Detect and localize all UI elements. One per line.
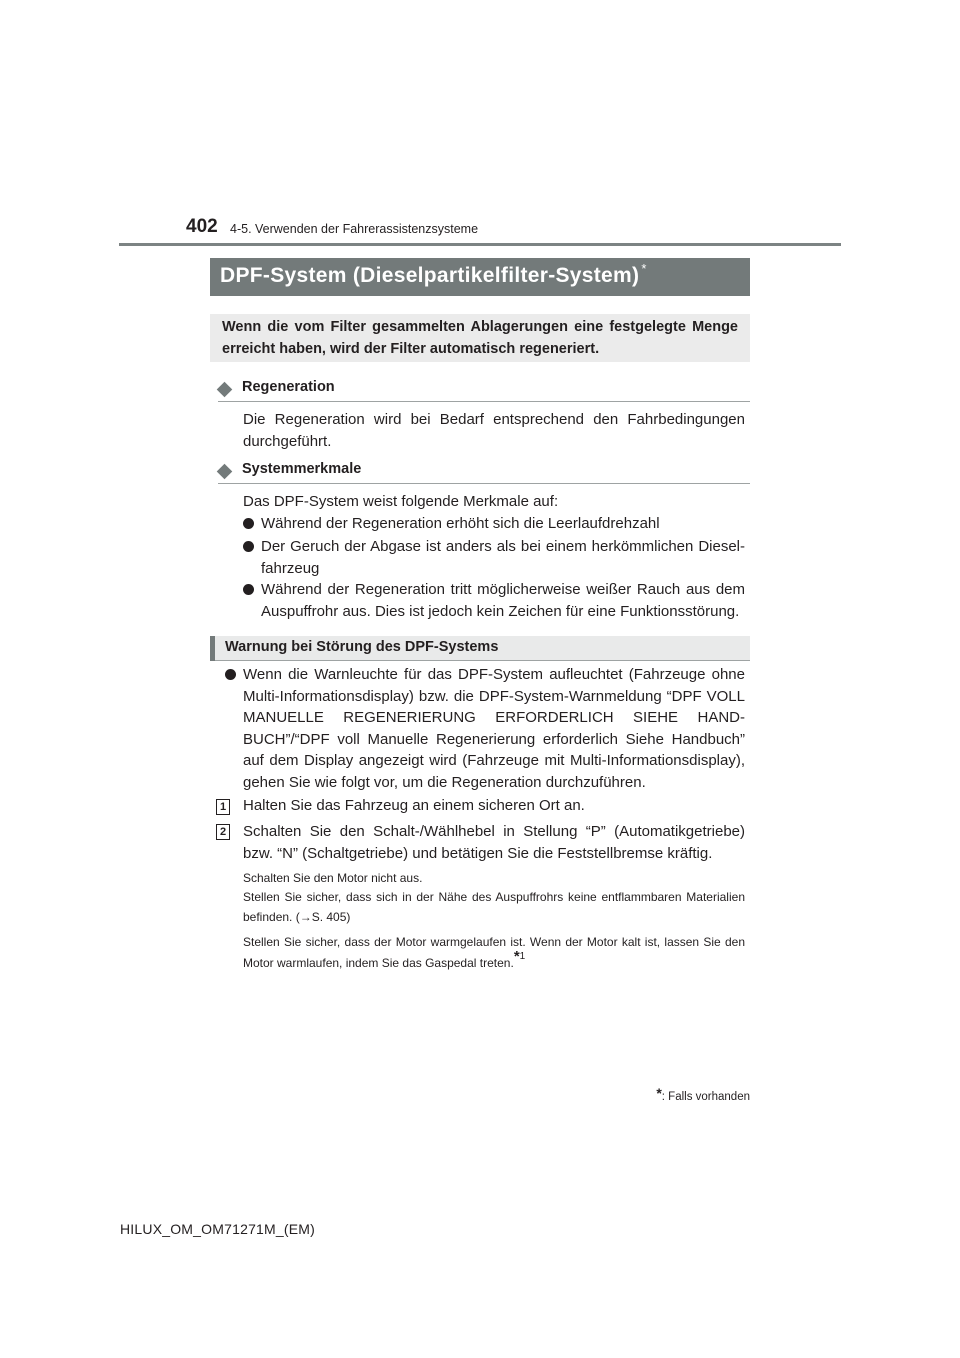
bullet-dot-icon [243, 518, 254, 529]
bullet-text: Der Geruch der Abgase ist anders als bei einem herkömmlichen Diesel-fahrzeug [261, 538, 745, 577]
list-item [243, 536, 745, 580]
bullet-dot-icon [243, 541, 254, 552]
regeneration-text: Die Regeneration wird bei Bedarf entsprechend den Fahrbedingungen durchgeführt. [243, 411, 745, 450]
step-text-1: Halten Sie das Fahrzeug an einem sicheren Ort an. [243, 797, 585, 814]
bullet-dot-icon [225, 669, 236, 680]
bullet-text: Während der Regeneration tritt möglicherweise weißer Rauch aus dem Auspuffrohr aus. Dies ist jedoch kein Zeichen für eine Funktionsstörung. [261, 581, 745, 620]
warning-accent [210, 636, 215, 661]
diamond-icon [217, 382, 233, 398]
bullet-dot-icon [243, 584, 254, 595]
step-badge-2: 2 [216, 824, 230, 840]
list-item [243, 513, 745, 535]
note-line [243, 933, 745, 974]
bullet-text: Während der Regeneration erhöht sich die Leerlaufdrehzahl [261, 515, 660, 532]
note-line: Stellen Sie sicher, dass sich in der Nähe des Auspuffrohrs keine entflammbaren Materialien befinden. (→S. 405) [243, 890, 745, 924]
warning-heading: Warnung bei Störung des DPF-Systems [225, 639, 499, 655]
title-bar [210, 258, 750, 296]
footnote-text: : Falls vorhanden [661, 1091, 750, 1103]
intro-text: Wenn die vom Filter gesammelten Ablagerungen eine festgelegte Menge erreicht haben, wird der Filter automatisch regeneriert. [222, 319, 738, 357]
document-id: HILUX_OM_OM71271M_(EM) [120, 1221, 316, 1237]
diamond-icon [217, 464, 233, 480]
note-text: Stellen Sie sicher, dass der Motor warmgelaufen ist. Wenn der Motor kalt ist, lassen Sie den Motor warmlaufen, indem Sie das Gaspedal treten. [243, 935, 745, 970]
page-number: 402 [186, 216, 218, 237]
list-item [243, 579, 745, 623]
asterisk-icon: * [513, 947, 520, 965]
footnote [656, 1087, 750, 1103]
warning-heading-bar [210, 636, 750, 661]
intro-box [210, 314, 750, 362]
page-title-text: DPF-System (Dieselpartikelfilter-System) [220, 264, 640, 287]
header-rule [119, 243, 841, 246]
note-reference: 1 [519, 950, 526, 962]
asterisk-icon: * [656, 1085, 662, 1101]
subheading-systemmerkmale [218, 460, 750, 484]
subheading-regeneration [218, 378, 750, 402]
subheading-label: Systemmerkmale [242, 461, 362, 477]
note-line: Schalten Sie den Motor nicht aus. [243, 871, 423, 885]
subheading-label: Regeneration [242, 379, 335, 395]
title-asterisk: * [641, 261, 647, 276]
step-badge-1: 1 [216, 799, 230, 815]
section-heading: 4-5. Verwenden der Fahrerassistenzsysteme [230, 222, 479, 236]
step-text-2: Schalten Sie den Schalt-/Wählhebel in Stellung “P” (Automatikgetriebe) bzw. “N” (Schaltgetriebe) und betätigen Sie die Feststellbremse kräftig. [243, 823, 745, 862]
bullet-text: Wenn die Warnleuchte für das DPF-System aufleuchtet (Fahrzeuge ohne Multi-Informationsdisplay) bzw. die DPF-System-Warnmeldung “DPF VOLL MANUELLE REGENERIERUNG ERFORDERLICH SIEHE HAND-BUCH”/“DPF voll Manuelle Regenerierung erforderlich Siehe Handbuch” auf dem Display angezeigt wird (Fahrzeuge mit Multi-Informationsdisplay), gehen Sie wie folgt vor, um die Regeneration durchzuführen. [243, 666, 745, 791]
features-lead: Das DPF-System weist folgende Merkmale auf: [243, 493, 559, 510]
list-item [225, 664, 745, 796]
page-title [220, 261, 647, 288]
